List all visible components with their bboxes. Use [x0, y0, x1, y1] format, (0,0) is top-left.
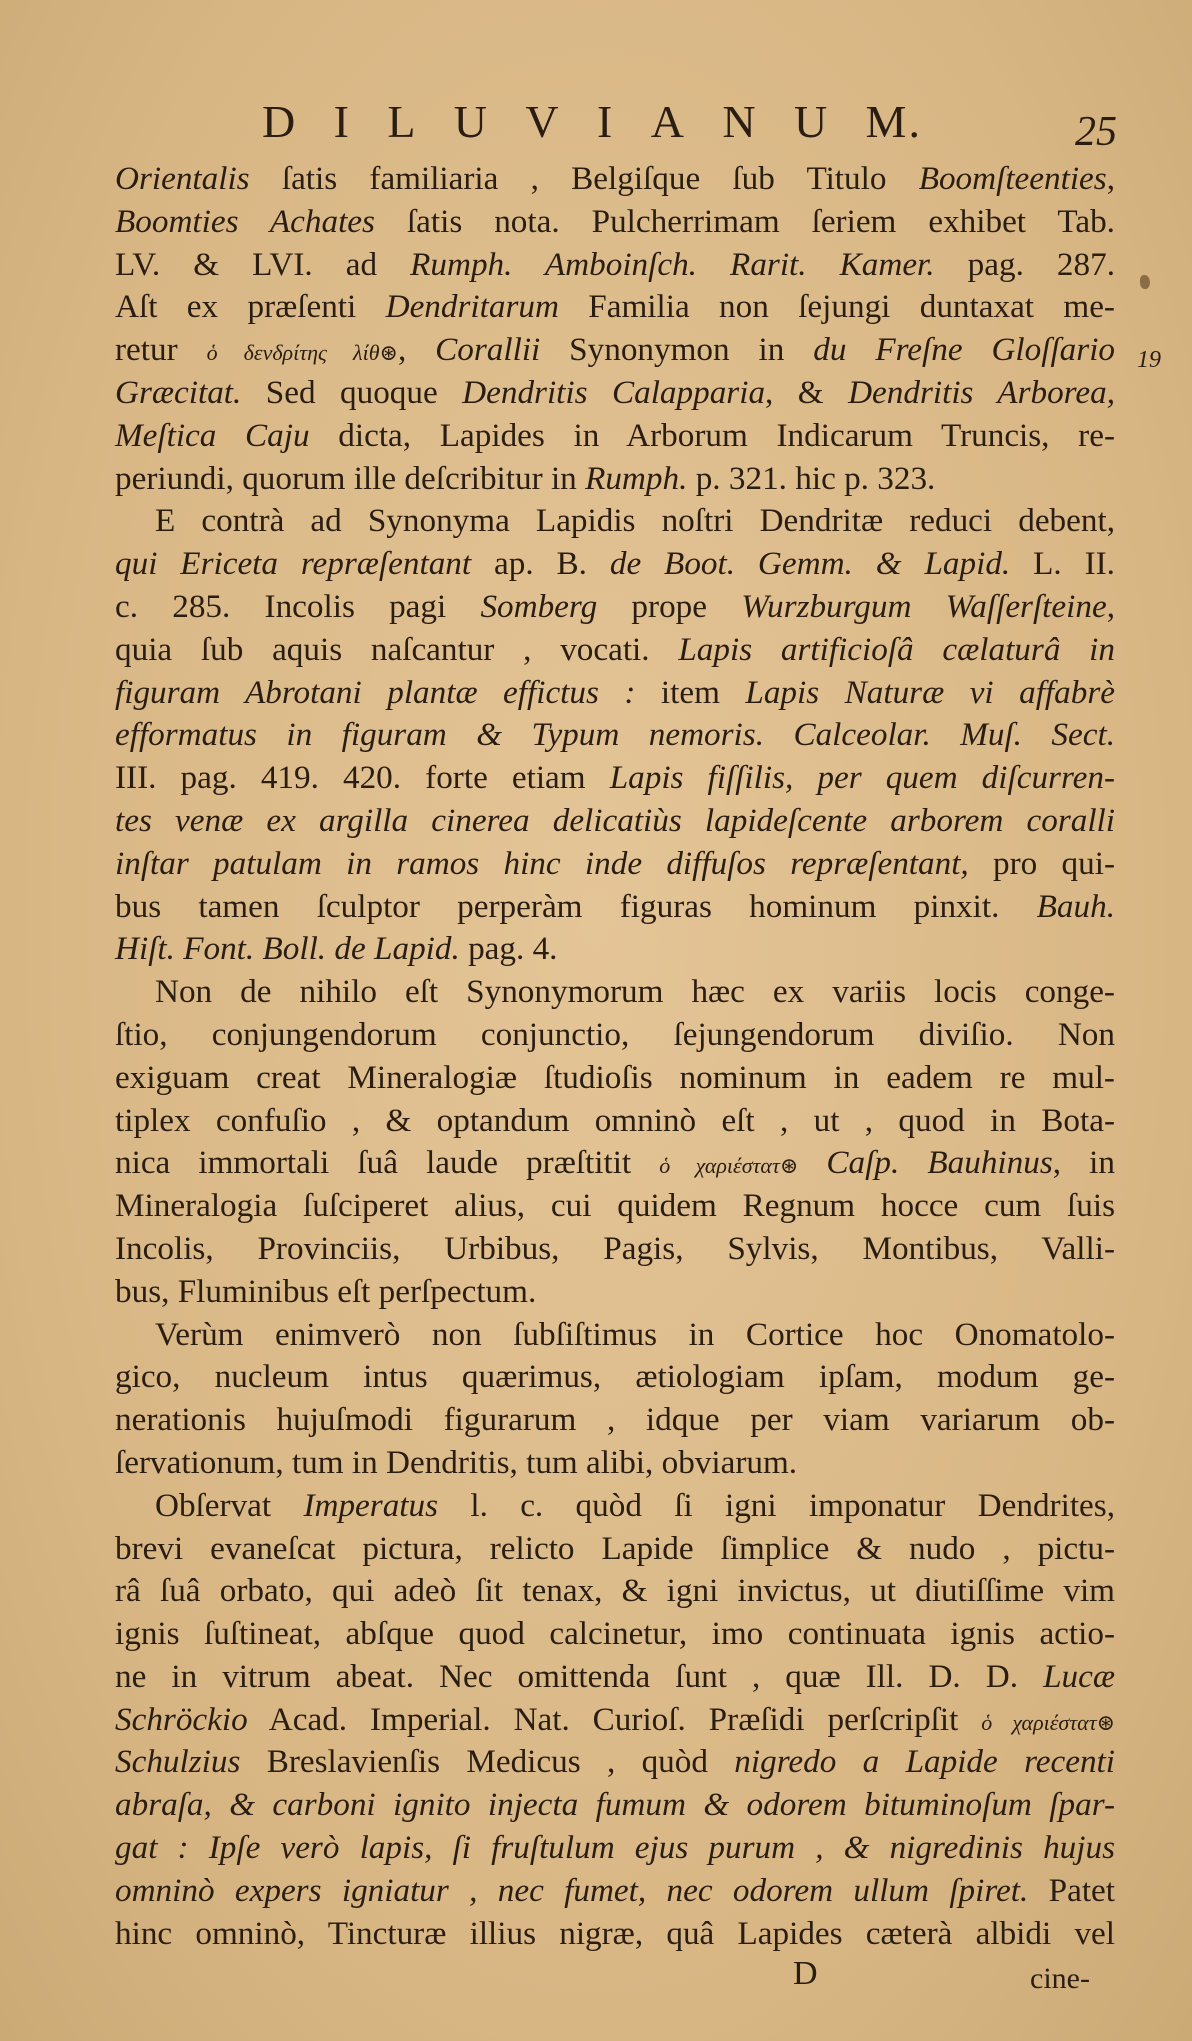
text-run: Breslavienſis Medicus , quòd — [240, 1743, 735, 1781]
text-line — [115, 928, 1115, 971]
running-head-letter: N — [722, 96, 758, 147]
text-line — [115, 1100, 1115, 1143]
text-run: bus, Fluminibus eſt perſpectum. — [115, 1272, 537, 1310]
text-line — [115, 201, 1115, 244]
text-run: hinc omninò, Tincturæ illius nigræ, quâ Lapides cæterà albidi vel — [115, 1914, 1115, 1952]
text-line — [115, 1142, 1115, 1185]
italic-phrase: Dendritis Calapparia — [462, 373, 766, 411]
text-line — [115, 1656, 1115, 1699]
text-line — [115, 1528, 1115, 1571]
italic-phrase: Somberg — [480, 587, 598, 625]
text-run: , — [1106, 160, 1115, 197]
text-run: ignis ſuſtineat, abſque quod calcinetur, imo continuata ignis actio- — [115, 1615, 1115, 1653]
text-run: râ ſuâ orbato, qui adeò ſit tenax, & igni invictus, ut diutiſſime vim — [115, 1572, 1115, 1610]
text-run: Familia non ſejungi duntaxat me- — [558, 288, 1115, 326]
running-head-letter: I — [597, 96, 615, 147]
text-run: III. pag. 419. 420. forte etiam — [115, 759, 610, 797]
text-run: bus tamen ſculptor perperàm figuras hominum pinxit. — [115, 887, 1037, 925]
text-line — [115, 1399, 1115, 1442]
text-run: nerationis hujuſmodi figurarum , idque per viam variarum ob- — [115, 1401, 1115, 1439]
italic-phrase: nigredo a Lapide recenti — [734, 1743, 1115, 1781]
text-line — [115, 1741, 1115, 1784]
text-line — [115, 1057, 1115, 1100]
italic-phrase: du Freſne Gloſſario — [813, 331, 1116, 369]
text-line — [115, 1570, 1115, 1613]
text-run: ſtio, conjungendorum conjunctio, ſejungendorum diviſio. Non — [115, 1015, 1115, 1053]
text-line — [115, 971, 1115, 1014]
text-run: , — [397, 331, 436, 369]
text-run: ne in vitrum abeat. Nec omittenda ſunt , quæ Ill. D. D. — [115, 1657, 1044, 1695]
italic-phrase: Corallii — [435, 331, 541, 369]
text-run: brevi evaneſcat pictura, relicto Lapide ſimplice & nudo , pictu- — [115, 1529, 1115, 1567]
text-run: prope — [597, 587, 742, 625]
text-run: ſatis nota. Pulcherrimam ſeriem exhibet Tab. — [374, 202, 1115, 240]
running-head-letter: M. — [865, 96, 922, 147]
text-run: Non de nihilo eſt Synonymorum hæc ex variis locis conge- — [155, 973, 1115, 1011]
italic-phrase: Hiſt. Font. Boll. de Lapid. — [115, 930, 460, 968]
text-run: E contrà ad Synonyma Lapidis noſtri Dendritæ reduci debent, — [155, 502, 1115, 540]
text-line — [115, 714, 1115, 757]
catchword: cine- — [1030, 1962, 1090, 1995]
text-run: Sed quoque — [241, 373, 463, 411]
text-line — [115, 286, 1115, 329]
italic-phrase: Calceolar. Muſ. Sect. — [793, 716, 1115, 754]
text-run — [764, 716, 793, 753]
text-run: Verùm enimverò non ſubſiſtimus in Cortice hoc Onomatolo- — [155, 1315, 1115, 1353]
text-line — [115, 1913, 1115, 1956]
text-run: Incolis, Provinciis, Urbibus, Pagis, Sylvis, Montibus, Valli- — [115, 1229, 1115, 1267]
text-run: gico, nucleum intus quærimus, ætiologiam ipſam, modum ge- — [115, 1358, 1115, 1396]
italic-phrase: Bauh. — [1036, 887, 1115, 925]
text-line — [115, 1784, 1115, 1827]
body-text — [115, 158, 1115, 1955]
italic-phrase: figuram Abrotani plantæ effictus : — [115, 673, 636, 711]
running-head — [262, 95, 922, 148]
italic-phrase: Orientalis — [115, 160, 250, 197]
text-line — [115, 415, 1115, 458]
text-line — [115, 629, 1115, 672]
text-run: nica immortali ſuâ laude præſtitit — [115, 1144, 660, 1182]
text-run: ſervationum, tum in Dendritis, tum alibi, obviarum. — [115, 1443, 798, 1481]
italic-phrase: gat : Ipſe verò lapis, ſi fruſtulum ejus purum , & nigredinis hujus — [115, 1829, 1115, 1867]
text-line — [115, 1185, 1115, 1228]
text-run: ſatis familiaria , Belgiſque ſub Titulo — [249, 160, 919, 197]
text-run: pag. 287. — [934, 245, 1116, 283]
text-line — [115, 672, 1115, 715]
text-line — [115, 1613, 1115, 1656]
margin-ink-mark — [1140, 275, 1150, 289]
text-run: ap. B. — [471, 545, 610, 583]
text-line — [115, 800, 1115, 843]
text-line — [115, 1228, 1115, 1271]
text-run: Aſt ex præſenti — [115, 288, 386, 326]
text-run: , — [1106, 587, 1115, 625]
text-run — [798, 1144, 826, 1181]
italic-phrase: de Boot. Gemm. & Lapid. — [609, 545, 1011, 583]
italic-phrase: efformatus in figuram & Typum nemoris. — [115, 716, 764, 754]
italic-phrase: Wurzburgum Waſſerſteine — [741, 587, 1107, 625]
text-line — [115, 1314, 1115, 1357]
italic-phrase: Rumph. — [585, 459, 688, 497]
running-head-letter: I — [333, 96, 351, 147]
text-line — [115, 1356, 1115, 1399]
italic-phrase: Lapis Naturæ vi affabrè — [745, 673, 1115, 711]
running-head-letter: A — [650, 96, 686, 147]
italic-phrase: Lapis artificioſâ cælaturâ in — [678, 630, 1115, 668]
text-run: exiguam creat Mineralogiæ ſtudioſis nominum in eadem re mul- — [115, 1058, 1115, 1096]
greek-phrase: ὁ χαριέστατ⊛ — [659, 1153, 799, 1179]
page-number: 25 — [1075, 109, 1117, 155]
running-head-letter: L — [387, 96, 418, 147]
text-run: Mineralogia ſuſciperet alius, cui quidem Regnum hocce cum ſuis — [115, 1187, 1115, 1225]
text-run: retur — [115, 331, 207, 369]
text-run: periundi, quorum ille deſcribitur in — [115, 459, 586, 497]
italic-phrase: omninò expers igniatur , nec fumet, nec odorem ullum ſpiret. — [115, 1871, 1029, 1909]
text-line — [115, 757, 1115, 800]
text-run: l. c. quòd ſi igni imponatur Dendrites, — [438, 1486, 1115, 1524]
text-line — [115, 158, 1115, 201]
text-line — [115, 1485, 1115, 1528]
text-run: Obſervat — [155, 1486, 304, 1524]
greek-phrase: ὁ δενδρίτης λίθ⊛ — [206, 340, 398, 366]
text-line — [115, 372, 1115, 415]
text-line — [115, 1442, 1115, 1485]
italic-phrase: Dendritis Arborea, — [848, 373, 1115, 411]
italic-phrase: tes venæ ex argilla cinerea delicatiùs lapideſcente arborem coralli — [115, 801, 1115, 839]
text-line — [115, 329, 1115, 372]
text-line — [115, 1870, 1115, 1913]
text-run: L. II. — [1010, 545, 1115, 583]
text-line — [115, 1827, 1115, 1870]
text-line — [115, 1014, 1115, 1057]
text-run: Acad. Imperial. Nat. Curioſ. Præſidi perſcripſit — [247, 1700, 982, 1738]
text-line — [115, 500, 1115, 543]
text-run: quia ſub aquis naſcantur , vocati. — [115, 630, 679, 668]
running-head-letter: U — [453, 96, 490, 147]
text-run: pro qui- — [968, 844, 1116, 882]
text-line — [115, 1271, 1115, 1314]
running-head-letter: D — [262, 96, 298, 147]
text-run: dicta, Lapides in Arborum Indicarum Truncis, re- — [309, 416, 1115, 454]
italic-phrase: Schröckio — [115, 1700, 248, 1738]
text-run: p. 321. hic p. 323. — [687, 459, 936, 497]
italic-phrase: Boomſteenties — [918, 160, 1107, 197]
text-line — [115, 886, 1115, 929]
margin-note: 19 — [1137, 347, 1161, 373]
text-line — [115, 244, 1115, 287]
text-run: , & — [765, 373, 849, 411]
italic-phrase: Dendritarum — [385, 288, 559, 326]
text-line — [115, 543, 1115, 586]
italic-phrase: qui Ericeta repræſentant — [115, 545, 472, 583]
italic-phrase: abraſa, & carboni ignito injecta fumum & odorem bituminoſum ſpar- — [115, 1786, 1115, 1824]
italic-phrase: Caſp. Bauhinus — [826, 1144, 1053, 1182]
running-head-letter: V — [525, 96, 561, 147]
italic-phrase: Lapis fiſſilis, per quem diſcurren- — [609, 759, 1116, 797]
text-line — [115, 458, 1115, 501]
italic-phrase: Schulzius — [115, 1743, 241, 1781]
italic-phrase: inſtar patulam in ramos hinc inde diffuſos repræſentant, — [115, 844, 969, 882]
italic-phrase: Meſtica Caju — [115, 416, 310, 454]
greek-phrase: ὁ χαριέστατ⊛ — [981, 1709, 1115, 1735]
running-head-letter: U — [793, 96, 830, 147]
italic-phrase: Lucæ — [1043, 1657, 1115, 1695]
italic-phrase: Imperatus — [303, 1486, 439, 1524]
text-line — [115, 843, 1115, 886]
italic-phrase: Græcitat. — [115, 373, 242, 411]
italic-phrase: Boomties Achates — [115, 202, 375, 240]
signature-mark: D — [793, 1955, 818, 1992]
text-run: Synonymon in — [540, 331, 814, 369]
text-run: c. 285. Incolis pagi — [115, 587, 481, 625]
text-run: item — [635, 673, 746, 711]
text-line — [115, 586, 1115, 629]
italic-phrase: Rumph. Amboinſch. Rarit. Kamer. — [410, 245, 935, 283]
text-line — [115, 1699, 1115, 1742]
text-run: tiplex confuſio , & optandum omninò eſt , ut , quod in Bota- — [115, 1101, 1115, 1139]
text-run: , in — [1052, 1144, 1115, 1182]
text-run: pag. 4. — [459, 930, 558, 968]
text-run: Patet — [1028, 1871, 1115, 1909]
text-run: LV. & LVI. ad — [115, 245, 411, 283]
